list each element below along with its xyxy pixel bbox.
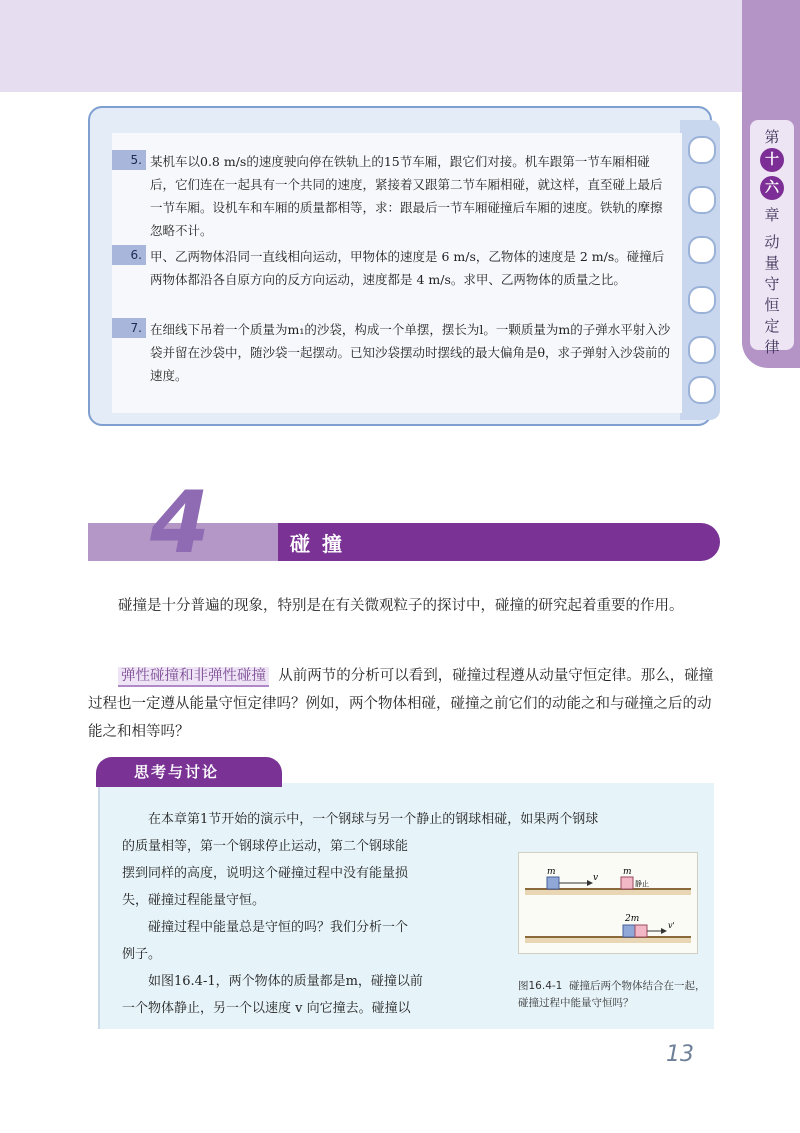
velocity2-arrowhead (661, 928, 667, 934)
discussion-line: 例子。 (122, 947, 162, 962)
discussion-line: 如图16.4-1，两个物体的质量都是m，碰撞以前 (148, 974, 423, 989)
discussion-line: 的质量相等，第一个钢球停止运动，第二个钢球能 (122, 839, 409, 854)
figure-caption-id: 图16.4-1 (518, 980, 563, 992)
elastic-paragraph: 弹性碰撞和非弹性碰撞 从前两节的分析可以看到，碰撞过程遵从动量守恒定律。那么，碰撞过程也一定遵从能量守恒定律吗？例如，两个物体相碰，碰撞之前它们的动能之和与碰撞之后的动能之和相等吗？ (88, 668, 714, 740)
label-m1: m (547, 867, 556, 877)
label-m2: m (623, 867, 632, 877)
chapter-number-2: 六 (760, 176, 784, 200)
discussion-tab (96, 757, 282, 787)
label-rest: 静止 (635, 880, 649, 888)
exercise-number: 5. (112, 150, 146, 170)
discussion-line: 失，碰撞过程能量守恒。 (122, 893, 266, 908)
section-number: 4 (150, 473, 210, 573)
block-combined-2 (635, 925, 647, 937)
discussion-line: 摆到同样的高度，说明这个碰撞过程中没有能量损 (122, 866, 409, 881)
ground-fill-top (525, 890, 691, 895)
chapter-suffix: 章 (764, 206, 780, 224)
collision-figure (518, 852, 698, 954)
binder-ring (688, 376, 716, 404)
binder-ring (688, 186, 716, 214)
binder-strip (680, 120, 720, 420)
exercise-text: 在细线下吊着一个质量为m₁的沙袋，构成一个单摆，摆长为l。一颗质量为m的子弹水平射入沙袋并留在沙袋中，随沙袋一起摆动。已知沙袋摆动时摆线的最大偏角是θ，求子弹射入沙袋前的速度。 (150, 322, 671, 383)
label-v2: v' (668, 921, 675, 930)
block-rest (621, 877, 633, 889)
chapter-number-1: 十 (760, 148, 784, 172)
figure-caption (518, 978, 708, 1012)
chapter-prefix: 第 (764, 128, 780, 146)
binder-ring (688, 236, 716, 264)
page-number: 13 (666, 1042, 694, 1067)
chapter-title: 动 量 守 恒 定 律 (764, 233, 780, 356)
block-moving (547, 877, 559, 889)
exercise-text: 甲、乙两物体沿同一直线相向运动，甲物体的速度是 6 m/s，乙物体的速度是 2 m/s。碰撞后两物体都沿各自原方向的反方向运动，速度都是 4 m/s。求甲、乙两物体的质量之比。 (150, 249, 665, 287)
discussion-line: 在本章第1节开始的演示中，一个钢球与另一个静止的钢球相碰，如果两个钢球 (148, 812, 599, 827)
ground-fill-bottom (525, 938, 691, 943)
binder-ring (688, 286, 716, 314)
discussion-tab-label: 思考与讨论 (134, 763, 220, 781)
header-band (0, 0, 742, 92)
intro-paragraph: 碰撞是十分普遍的现象，特别是在有关微观粒子的探讨中，碰撞的研究起着重要的作用。 (118, 598, 684, 614)
block-combined-1 (623, 925, 635, 937)
label-v: v (593, 873, 599, 883)
collision-diagram (519, 853, 697, 953)
binder-ring (688, 336, 716, 364)
binder-ring (688, 136, 716, 164)
section-title: 碰撞 (290, 532, 354, 556)
figure-caption-text: 碰撞后两个物体结合在一起，碰撞过程中能量守恒吗？ (518, 980, 706, 1009)
label-2m: 2m (625, 914, 640, 924)
subheading-highlight: 弹性碰撞和非弹性碰撞 (118, 667, 269, 687)
exercise-number: 7. (112, 318, 146, 338)
exercise-text: 某机车以0.8 m/s的速度驶向停在铁轨上的15节车厢，跟它们对接。机车跟第一节车厢相碰后，它们连在一起具有一个共同的速度，紧接着又跟第二节车厢相碰，就这样，直至碰上最后一节车厢。设机车和车厢的质量都相等，求：跟最后一节车厢碰撞后车厢的速度。铁轨的摩擦忽略不计。 (150, 154, 663, 238)
discussion-line: 碰撞过程中能量总是守恒的吗？我们分析一个 (148, 920, 409, 935)
discussion-line: 一个物体静止，另一个以速度 v 向它撞去。碰撞以 (122, 1001, 411, 1016)
exercise-number: 6. (112, 245, 146, 265)
chapter-label-panel (750, 120, 794, 356)
chapter-side-tab (742, 0, 800, 368)
